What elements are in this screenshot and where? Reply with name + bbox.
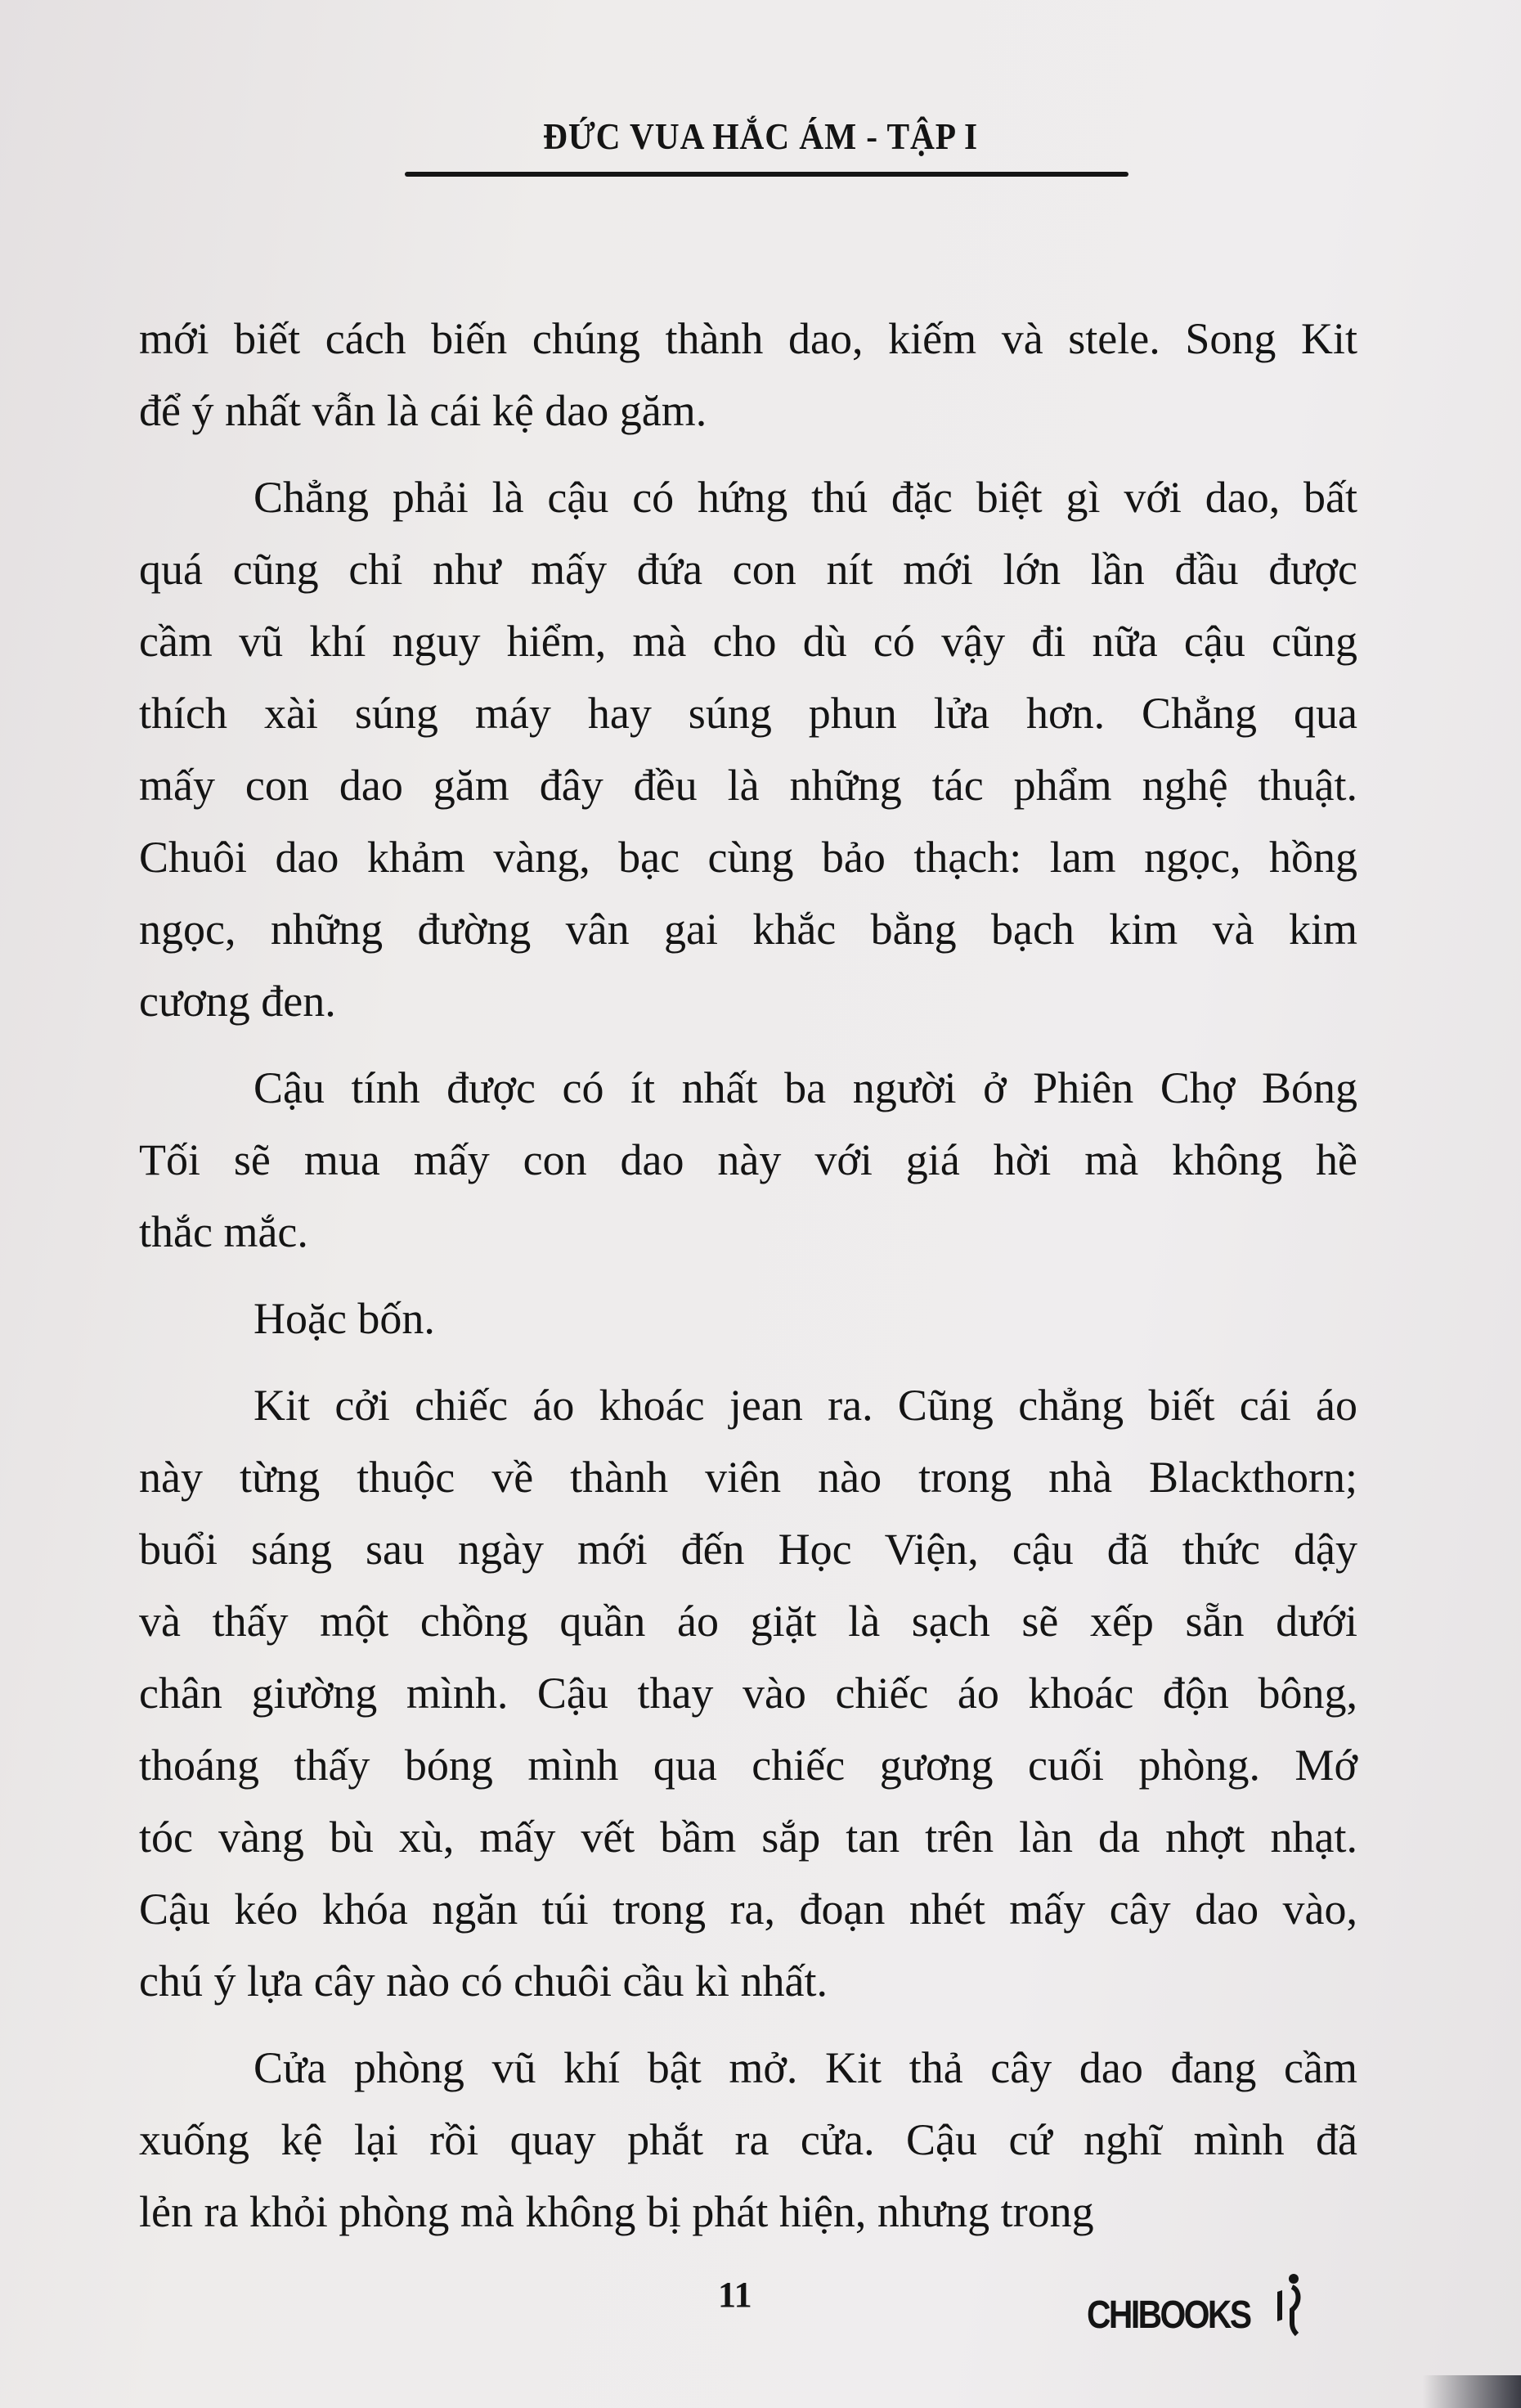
running-title: ĐỨC VUA HẮC ÁM - TẬP I [543, 115, 978, 157]
text-line: và thấy một chồng quần áo giặt là sạch sẽ xếp sẵn dưới [139, 1597, 1357, 1646]
text-line: cương đen. [139, 977, 336, 1026]
text-line: này từng thuộc về thành viên nào trong nhà Blackthorn; [139, 1453, 1357, 1502]
header-rule [405, 172, 1128, 177]
paragraph [139, 303, 1357, 447]
text-line: mấy con dao găm đây đều là những tác phẩm nghệ thuật. [139, 761, 1357, 810]
text-line: xuống kệ lại rồi quay phắt ra cửa. Cậu cứ nghĩ mình đã [139, 2115, 1357, 2164]
page-number: 11 [718, 2275, 752, 2315]
paragraph [139, 1369, 1357, 2017]
text-line: tóc vàng bù xù, mấy vết bầm sắp tan trên làn da nhợt nhạt. [139, 1813, 1357, 1862]
page-edge-shadow [1423, 2375, 1521, 2408]
text-line: lẻn ra khỏi phòng mà không bị phát hiện, nhưng trong [139, 2187, 1094, 2236]
paragraph [139, 461, 1357, 1037]
paragraph [139, 1052, 1357, 1268]
text-line: quá cũng chỉ như mấy đứa con nít mới lớn lần đầu được [139, 545, 1357, 594]
text-line: chú ý lựa cây nào có chuôi cầu kì nhất. [139, 1956, 828, 2006]
text-line: thích xài súng máy hay súng phun lửa hơn. Chẳng qua [139, 689, 1357, 738]
text-line: ngọc, những đường vân gai khắc bằng bạch kim và kim [139, 905, 1357, 954]
text-line: Chuôi dao khảm vàng, bạc cùng bảo thạch: lam ngọc, hồng [139, 833, 1357, 882]
text-line: Tối sẽ mua mấy con dao này với giá hời mà không hề [139, 1135, 1357, 1184]
text-line: Chẳng phải là cậu có hứng thú đặc biệt gì với dao, bất [254, 473, 1357, 522]
text-line: Cậu kéo khóa ngăn túi trong ra, đoạn nhét mấy cây dao vào, [139, 1885, 1357, 1934]
page-body [139, 303, 1357, 2262]
text-line: mới biết cách biến chúng thành dao, kiếm và stele. Song Kit [139, 314, 1357, 363]
text-line: Kit cởi chiếc áo khoác jean ra. Cũng chẳng biết cái áo [254, 1381, 1357, 1430]
reading-person-icon [1272, 2272, 1305, 2338]
paragraph [139, 1283, 1357, 1354]
text-line: cầm vũ khí nguy hiểm, mà cho dù có vậy đi nữa cậu cũng [139, 617, 1357, 666]
text-line: Cậu tính được có ít nhất ba người ở Phiên Chợ Bóng [254, 1063, 1357, 1112]
text-line: để ý nhất vẫn là cái kệ dao găm. [139, 386, 707, 435]
text-line: thắc mắc. [139, 1207, 308, 1256]
text-line: thoáng thấy bóng mình qua chiếc gương cuối phòng. Mớ [139, 1741, 1357, 1790]
publisher-logo [1087, 2272, 1305, 2338]
paragraph [139, 2032, 1357, 2248]
text-line: Hoặc bốn. [254, 1294, 435, 1343]
publisher-logo-text: CHIBOOKS [1087, 2293, 1250, 2337]
text-line: chân giường mình. Cậu thay vào chiếc áo khoác độn bông, [139, 1669, 1357, 1718]
text-line: Cửa phòng vũ khí bật mở. Kit thả cây dao đang cầm [254, 2043, 1357, 2092]
text-line: buổi sáng sau ngày mới đến Học Viện, cậu đã thức dậy [139, 1525, 1357, 1574]
